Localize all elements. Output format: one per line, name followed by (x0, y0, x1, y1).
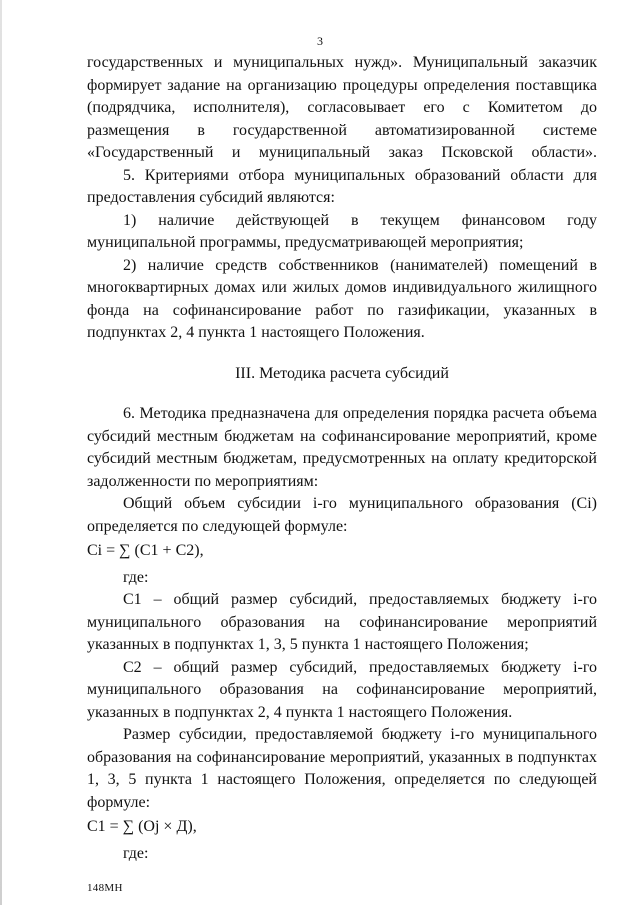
page-number: 3 (317, 34, 323, 48)
where-label-1: где: (123, 568, 149, 586)
paragraph-criterion-1: 1) наличие действующей в текущем финансовом году муниципальной программы, предусматривающей мероприятия; (87, 211, 597, 251)
paragraph-procurement: государственных и муниципальных нужд». Муниципальный заказчик формирует задание на организацию процедуры определения поставщика (подрядчика, исполнителя), согласовывает его с Комитетом до размещения в государственной автоматизированной системе «Государственный и муниципальный заказ Псковской области». (87, 54, 597, 161)
formula-total: Ci = ∑ (C1 + C2), (87, 542, 204, 559)
paragraph-methodology: 6. Методика предназначена для определения порядка расчета объема субсидий местным бюджетам на софинансирование мероприятий, кроме субсидий местным бюджетам, предусмотренных на оплату кредиторской задолженности по мероприятиям: (87, 405, 597, 490)
paragraph-c2-definition: C2 – общий размер субсидий, предоставляемых бюджету i-го муниципального образования на софинансирование мероприятий, указанных в подпунктах 2, 4 пункта 1 настоящего Положения. (87, 658, 597, 721)
section-title: III. Методика расчета субсидий (235, 364, 449, 382)
page-left-edge-shadow (0, 0, 2, 905)
paragraph-criterion-2: 2) наличие средств собственников (нанимателей) помещений в многоквартирных домах или жилых домов индивидуального жилищного фонда на софинансирование работ по газификации, указанных в подпунктах 2, 4 пункта 1 настоящего Положения. (87, 256, 597, 341)
paragraph-c1-size: Размер субсидии, предоставляемой бюджету i-го муниципального образования на софинансирование мероприятий, указанных в подпунктах 1, 3, 5 пункта 1 настоящего Положения, определяется по следующей формуле: (87, 726, 597, 811)
paragraph-total-volume: Общий объем субсидии i-го муниципального образования (Ci) определяется по следующей формуле: (87, 495, 597, 535)
paragraph-c1-definition: C1 – общий размер субсидий, предоставляемых бюджету i-го муниципального образования на софинансирование мероприятий указанных в подпунктах 1, 3, 5 пункта 1 настоящего Положения; (87, 591, 597, 653)
document-body (87, 52, 597, 865)
paragraph-criteria-intro: 5. Критериями отбора муниципальных образований области для предоставления субсидий являются: (87, 166, 597, 206)
footer-code: 148MH (87, 882, 123, 894)
formula-c1: C1 = ∑ (Oj × Д), (87, 818, 197, 835)
where-label-2: где: (123, 844, 149, 862)
